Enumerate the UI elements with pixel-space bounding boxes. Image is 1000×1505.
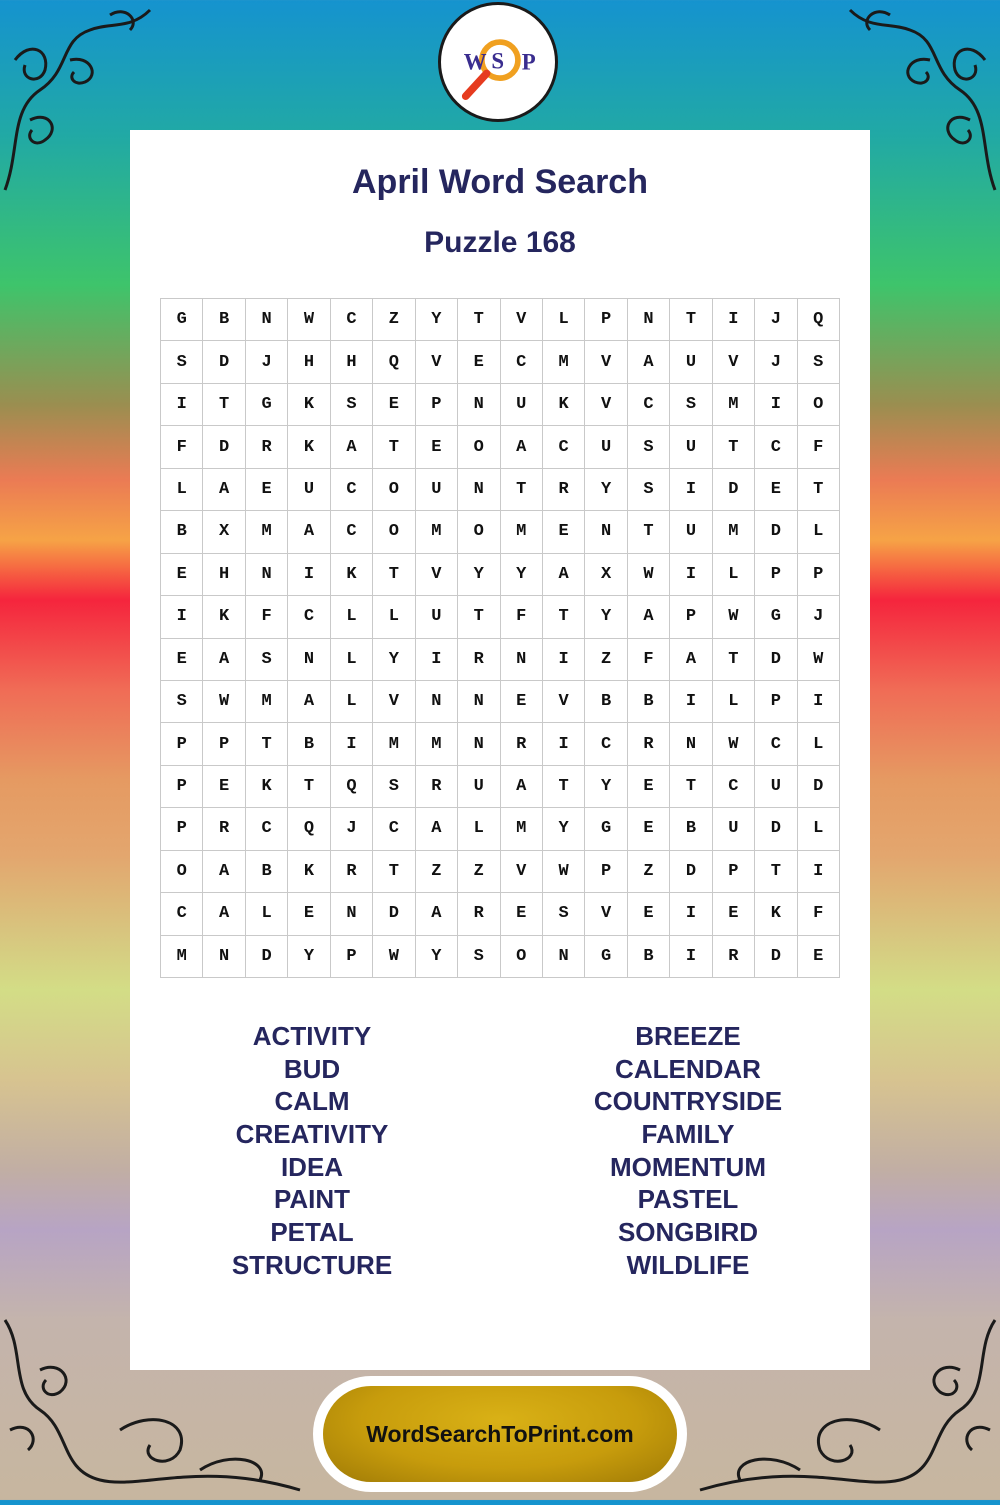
grid-cell[interactable]: I (798, 851, 840, 893)
grid-cell[interactable]: Z (373, 299, 415, 341)
grid-cell[interactable]: E (416, 426, 458, 468)
word-list-item: PAINT (273, 1184, 351, 1215)
grid-cell[interactable]: K (288, 851, 330, 893)
grid-cell[interactable]: N (458, 723, 500, 765)
grid-cell[interactable]: N (458, 384, 500, 426)
word-list-right (528, 1020, 848, 1282)
grid-cell[interactable]: C (373, 808, 415, 850)
grid-cell[interactable]: X (585, 554, 627, 596)
grid-cell[interactable]: C (331, 299, 373, 341)
grid-cell[interactable]: E (713, 893, 755, 935)
grid-cell[interactable]: V (373, 681, 415, 723)
grid-cell[interactable]: Y (501, 554, 543, 596)
grid-cell[interactable]: A (416, 893, 458, 935)
grid-cell[interactable]: I (670, 893, 712, 935)
grid-cell[interactable]: R (458, 893, 500, 935)
grid-cell[interactable]: C (628, 384, 670, 426)
grid-cell[interactable]: A (543, 554, 585, 596)
grid-cell[interactable]: F (161, 426, 203, 468)
grid-cell[interactable]: I (670, 554, 712, 596)
grid-cell[interactable]: M (416, 511, 458, 553)
grid-cell[interactable]: S (458, 936, 500, 978)
grid-cell[interactable]: M (713, 384, 755, 426)
grid-cell[interactable]: R (246, 426, 288, 468)
grid-cell[interactable]: O (373, 511, 415, 553)
grid-cell[interactable]: L (543, 299, 585, 341)
grid-cell[interactable]: D (755, 511, 797, 553)
grid-cell[interactable]: Z (628, 851, 670, 893)
grid-cell[interactable]: W (798, 639, 840, 681)
grid-cell[interactable]: I (288, 554, 330, 596)
grid-cell[interactable]: T (543, 596, 585, 638)
grid-cell[interactable]: V (501, 299, 543, 341)
grid-cell[interactable]: I (670, 681, 712, 723)
grid-cell[interactable]: K (246, 766, 288, 808)
grid-cell[interactable]: T (670, 299, 712, 341)
grid-cell[interactable]: P (161, 723, 203, 765)
grid-cell[interactable]: D (755, 808, 797, 850)
grid-cell[interactable]: V (501, 851, 543, 893)
website-label: WordSearchToPrint.com (366, 1420, 634, 1447)
grid-cell[interactable]: F (501, 596, 543, 638)
grid-cell[interactable]: C (161, 893, 203, 935)
grid-cell[interactable]: A (670, 639, 712, 681)
grid-cell[interactable]: Z (458, 851, 500, 893)
grid-cell[interactable]: E (373, 384, 415, 426)
grid-cell[interactable]: J (755, 341, 797, 383)
grid-cell[interactable]: P (203, 723, 245, 765)
grid-cell[interactable]: U (670, 341, 712, 383)
grid-cell[interactable]: S (246, 639, 288, 681)
letter-grid[interactable] (160, 298, 840, 978)
grid-cell[interactable]: L (161, 469, 203, 511)
grid-cell[interactable]: I (161, 384, 203, 426)
word-list-item: CALM (274, 1086, 350, 1117)
grid-cell[interactable]: O (161, 851, 203, 893)
grid-cell[interactable]: F (798, 426, 840, 468)
grid-cell[interactable]: T (628, 511, 670, 553)
grid-cell[interactable]: I (331, 723, 373, 765)
word-list-item: SONGBIRD (617, 1217, 759, 1248)
grid-cell[interactable]: Y (543, 808, 585, 850)
grid-cell[interactable]: I (670, 469, 712, 511)
grid-cell[interactable]: P (670, 596, 712, 638)
grid-cell[interactable]: M (501, 511, 543, 553)
grid-cell[interactable]: A (628, 341, 670, 383)
grid-cell[interactable]: E (161, 639, 203, 681)
grid-cell[interactable]: P (755, 681, 797, 723)
logo-letter-w: W (463, 49, 487, 75)
grid-cell[interactable]: E (458, 341, 500, 383)
grid-cell[interactable]: B (628, 681, 670, 723)
grid-cell[interactable]: K (203, 596, 245, 638)
grid-cell[interactable]: X (203, 511, 245, 553)
grid-cell[interactable]: E (628, 808, 670, 850)
grid-cell[interactable]: A (628, 596, 670, 638)
grid-cell[interactable]: Y (416, 936, 458, 978)
grid-cell[interactable]: Y (585, 766, 627, 808)
grid-cell[interactable]: J (755, 299, 797, 341)
grid-cell[interactable]: T (458, 299, 500, 341)
grid-cell[interactable]: A (501, 426, 543, 468)
grid-cell[interactable]: D (755, 936, 797, 978)
grid-cell[interactable]: T (543, 766, 585, 808)
grid-cell[interactable]: L (458, 808, 500, 850)
grid-cell[interactable]: P (755, 554, 797, 596)
grid-cell[interactable]: S (670, 384, 712, 426)
grid-cell[interactable]: M (246, 681, 288, 723)
grid-cell[interactable]: O (458, 511, 500, 553)
grid-cell[interactable]: R (331, 851, 373, 893)
grid-cell[interactable]: R (501, 723, 543, 765)
grid-cell[interactable]: P (798, 554, 840, 596)
grid-cell[interactable]: M (246, 511, 288, 553)
grid-cell[interactable]: R (628, 723, 670, 765)
grid-cell[interactable]: L (331, 681, 373, 723)
grid-cell[interactable]: M (373, 723, 415, 765)
grid-cell[interactable]: J (798, 596, 840, 638)
grid-cell[interactable]: V (543, 681, 585, 723)
grid-cell[interactable]: R (713, 936, 755, 978)
grid-cell[interactable]: B (246, 851, 288, 893)
grid-cell[interactable]: Y (416, 299, 458, 341)
grid-cell[interactable]: K (755, 893, 797, 935)
grid-cell[interactable]: T (203, 384, 245, 426)
grid-cell[interactable]: G (755, 596, 797, 638)
grid-cell[interactable]: C (755, 426, 797, 468)
grid-cell[interactable]: A (416, 808, 458, 850)
grid-cell[interactable]: C (501, 341, 543, 383)
word-list-item: PASTEL (637, 1184, 739, 1215)
grid-cell[interactable]: R (416, 766, 458, 808)
grid-cell[interactable]: M (161, 936, 203, 978)
grid-cell[interactable]: O (501, 936, 543, 978)
grid-cell[interactable]: B (203, 299, 245, 341)
grid-cell[interactable]: F (628, 639, 670, 681)
grid-cell[interactable]: D (203, 341, 245, 383)
grid-cell[interactable]: A (288, 511, 330, 553)
grid-cell[interactable]: N (458, 681, 500, 723)
grid-cell[interactable]: E (501, 681, 543, 723)
grid-cell[interactable]: U (713, 808, 755, 850)
word-list-item: CALENDAR (615, 1053, 761, 1084)
grid-cell[interactable]: P (331, 936, 373, 978)
grid-cell[interactable]: E (628, 893, 670, 935)
grid-cell[interactable]: H (331, 341, 373, 383)
grid-cell[interactable]: D (203, 426, 245, 468)
grid-cell[interactable]: Y (458, 554, 500, 596)
grid-cell[interactable]: K (288, 384, 330, 426)
grid-cell[interactable]: D (373, 893, 415, 935)
grid-cell[interactable]: Y (585, 469, 627, 511)
grid-cell[interactable]: W (203, 681, 245, 723)
grid-cell[interactable]: I (161, 596, 203, 638)
grid-cell[interactable]: W (713, 723, 755, 765)
grid-cell[interactable]: U (458, 766, 500, 808)
grid-cell[interactable]: M (713, 511, 755, 553)
grid-cell[interactable]: S (161, 681, 203, 723)
grid-cell[interactable]: W (288, 299, 330, 341)
grid-cell[interactable]: N (628, 299, 670, 341)
grid-cell[interactable]: L (373, 596, 415, 638)
grid-cell[interactable]: Q (373, 341, 415, 383)
grid-cell[interactable]: A (331, 426, 373, 468)
grid-cell[interactable]: O (458, 426, 500, 468)
word-list-item: ACTIVITY (252, 1021, 372, 1051)
grid-cell[interactable]: P (713, 851, 755, 893)
grid-cell[interactable]: T (458, 596, 500, 638)
grid-cell[interactable]: Y (373, 639, 415, 681)
logo-letter-s: S (491, 48, 505, 74)
word-list-item: CREATIVITY (235, 1119, 389, 1150)
grid-cell[interactable]: T (288, 766, 330, 808)
word-list-item: STRUCTURE (231, 1249, 393, 1280)
grid-cell[interactable]: P (416, 384, 458, 426)
grid-cell[interactable]: A (203, 893, 245, 935)
word-list-item: MOMENTUM (610, 1151, 766, 1182)
grid-cell[interactable]: K (288, 426, 330, 468)
grid-cell[interactable]: R (458, 639, 500, 681)
grid-cell[interactable]: A (203, 851, 245, 893)
grid-cell[interactable]: P (585, 299, 627, 341)
word-list-left (152, 1020, 472, 1282)
grid-cell[interactable]: R (543, 469, 585, 511)
grid-cell[interactable]: S (331, 384, 373, 426)
grid-cell[interactable]: H (203, 554, 245, 596)
grid-cell[interactable]: I (670, 936, 712, 978)
grid-cell[interactable]: L (713, 681, 755, 723)
grid-cell[interactable]: C (713, 766, 755, 808)
grid-cell[interactable]: U (670, 426, 712, 468)
grid-cell[interactable]: I (713, 299, 755, 341)
grid-cell[interactable]: A (203, 639, 245, 681)
grid-cell[interactable]: U (670, 511, 712, 553)
grid-cell[interactable]: N (203, 936, 245, 978)
grid-cell[interactable]: V (585, 893, 627, 935)
grid-cell[interactable]: L (713, 554, 755, 596)
grid-cell[interactable]: D (670, 851, 712, 893)
grid-cell[interactable]: U (585, 426, 627, 468)
grid-cell[interactable]: V (416, 341, 458, 383)
grid-cell[interactable]: E (246, 469, 288, 511)
grid-cell[interactable]: B (670, 808, 712, 850)
grid-cell[interactable]: M (543, 341, 585, 383)
grid-cell[interactable]: K (331, 554, 373, 596)
grid-cell[interactable]: S (373, 766, 415, 808)
grid-cell[interactable]: E (628, 766, 670, 808)
grid-cell[interactable]: N (501, 639, 543, 681)
grid-cell[interactable]: L (246, 893, 288, 935)
grid-cell[interactable]: T (713, 639, 755, 681)
grid-cell[interactable]: Z (585, 639, 627, 681)
word-list-item: WILDLIFE (626, 1249, 750, 1280)
grid-cell[interactable]: Z (416, 851, 458, 893)
puzzle-number: Puzzle 168 (424, 226, 576, 259)
grid-cell[interactable]: W (628, 554, 670, 596)
grid-cell[interactable]: L (331, 596, 373, 638)
grid-cell[interactable]: G (585, 936, 627, 978)
grid-cell[interactable]: S (161, 341, 203, 383)
grid-cell[interactable]: D (798, 766, 840, 808)
grid-cell[interactable]: O (373, 469, 415, 511)
grid-cell[interactable]: Y (288, 936, 330, 978)
grid-cell[interactable]: M (501, 808, 543, 850)
grid-cell[interactable]: R (203, 808, 245, 850)
grid-cell[interactable]: S (628, 469, 670, 511)
grid-cell[interactable]: I (798, 681, 840, 723)
grid-cell[interactable]: U (755, 766, 797, 808)
grid-cell[interactable]: H (288, 341, 330, 383)
word-list-item: FAMILY (641, 1119, 735, 1150)
grid-cell[interactable]: B (161, 511, 203, 553)
grid-cell[interactable]: N (416, 681, 458, 723)
grid-cell[interactable]: N (246, 299, 288, 341)
grid-cell[interactable]: S (628, 426, 670, 468)
grid-cell[interactable]: F (246, 596, 288, 638)
grid-cell[interactable]: A (203, 469, 245, 511)
grid-cell[interactable]: D (246, 936, 288, 978)
grid-cell[interactable]: C (755, 723, 797, 765)
grid-cell[interactable]: I (543, 723, 585, 765)
grid-cell[interactable]: P (161, 808, 203, 850)
grid-cell[interactable]: N (246, 554, 288, 596)
grid-cell[interactable]: T (373, 554, 415, 596)
grid-cell[interactable]: E (501, 893, 543, 935)
grid-cell[interactable]: D (755, 639, 797, 681)
word-list-item: PETAL (270, 1217, 354, 1248)
grid-cell[interactable]: C (288, 596, 330, 638)
grid-cell[interactable]: T (798, 469, 840, 511)
grid-cell[interactable]: W (543, 851, 585, 893)
grid-cell[interactable]: Q (798, 299, 840, 341)
grid-cell[interactable]: C (585, 723, 627, 765)
grid-cell[interactable]: E (755, 469, 797, 511)
grid-cell[interactable]: P (161, 766, 203, 808)
grid-cell[interactable]: A (501, 766, 543, 808)
grid-cell[interactable]: C (331, 511, 373, 553)
grid-cell[interactable]: V (713, 341, 755, 383)
grid-cell[interactable]: I (755, 384, 797, 426)
word-list-item: IDEA (280, 1151, 344, 1182)
grid-cell[interactable]: F (798, 893, 840, 935)
word-list-item: COUNTRYSIDE (593, 1086, 783, 1117)
grid-cell[interactable]: L (798, 511, 840, 553)
grid-cell[interactable]: T (246, 723, 288, 765)
grid-cell[interactable]: M (416, 723, 458, 765)
grid-cell[interactable]: B (585, 681, 627, 723)
grid-cell[interactable]: L (798, 723, 840, 765)
grid-cell[interactable]: T (373, 851, 415, 893)
grid-cell[interactable]: U (416, 469, 458, 511)
grid-cell[interactable]: N (458, 469, 500, 511)
grid-cell[interactable]: T (755, 851, 797, 893)
grid-cell[interactable]: G (161, 299, 203, 341)
grid-cell[interactable]: K (543, 384, 585, 426)
grid-cell[interactable]: T (670, 766, 712, 808)
grid-cell[interactable]: J (331, 808, 373, 850)
word-list-item: BUD (283, 1053, 341, 1084)
grid-cell[interactable]: I (543, 639, 585, 681)
grid-cell[interactable]: E (288, 893, 330, 935)
grid-cell[interactable]: C (543, 426, 585, 468)
grid-cell[interactable]: C (331, 469, 373, 511)
grid-cell[interactable]: L (798, 808, 840, 850)
grid-cell[interactable]: S (798, 341, 840, 383)
grid-cell[interactable]: N (543, 936, 585, 978)
grid-cell[interactable]: E (203, 766, 245, 808)
grid-cell[interactable]: V (585, 384, 627, 426)
grid-cell[interactable]: N (331, 893, 373, 935)
website-button[interactable] (323, 1386, 677, 1482)
page-title: April Word Search (352, 163, 648, 201)
grid-cell[interactable]: D (713, 469, 755, 511)
grid-cell[interactable]: C (246, 808, 288, 850)
grid-cell[interactable]: U (288, 469, 330, 511)
grid-cell[interactable]: U (416, 596, 458, 638)
grid-cell[interactable]: N (288, 639, 330, 681)
grid-cell[interactable]: T (713, 426, 755, 468)
grid-cell[interactable]: P (585, 851, 627, 893)
grid-cell[interactable]: A (288, 681, 330, 723)
grid-cell[interactable]: T (373, 426, 415, 468)
grid-cell[interactable]: E (543, 511, 585, 553)
grid-cell[interactable]: B (288, 723, 330, 765)
grid-cell[interactable]: V (585, 341, 627, 383)
grid-cell[interactable]: Q (331, 766, 373, 808)
grid-cell[interactable]: V (416, 554, 458, 596)
word-list-item: BREEZE (635, 1021, 741, 1051)
grid-cell[interactable]: G (585, 808, 627, 850)
grid-cell[interactable]: Q (288, 808, 330, 850)
grid-cell[interactable]: N (670, 723, 712, 765)
grid-cell[interactable]: W (373, 936, 415, 978)
grid-cell[interactable]: G (246, 384, 288, 426)
wsp-logo[interactable] (438, 2, 558, 122)
grid-cell[interactable]: L (331, 639, 373, 681)
grid-cell[interactable]: Y (585, 596, 627, 638)
grid-cell[interactable]: N (585, 511, 627, 553)
grid-cell[interactable]: I (416, 639, 458, 681)
grid-cell[interactable]: S (543, 893, 585, 935)
grid-cell[interactable]: E (798, 936, 840, 978)
grid-cell[interactable]: J (246, 341, 288, 383)
grid-cell[interactable]: U (501, 384, 543, 426)
grid-cell[interactable]: O (798, 384, 840, 426)
grid-cell[interactable]: E (161, 554, 203, 596)
logo-letter-p: P (521, 49, 536, 75)
grid-cell[interactable]: B (628, 936, 670, 978)
grid-cell[interactable]: T (501, 469, 543, 511)
grid-cell[interactable]: W (713, 596, 755, 638)
